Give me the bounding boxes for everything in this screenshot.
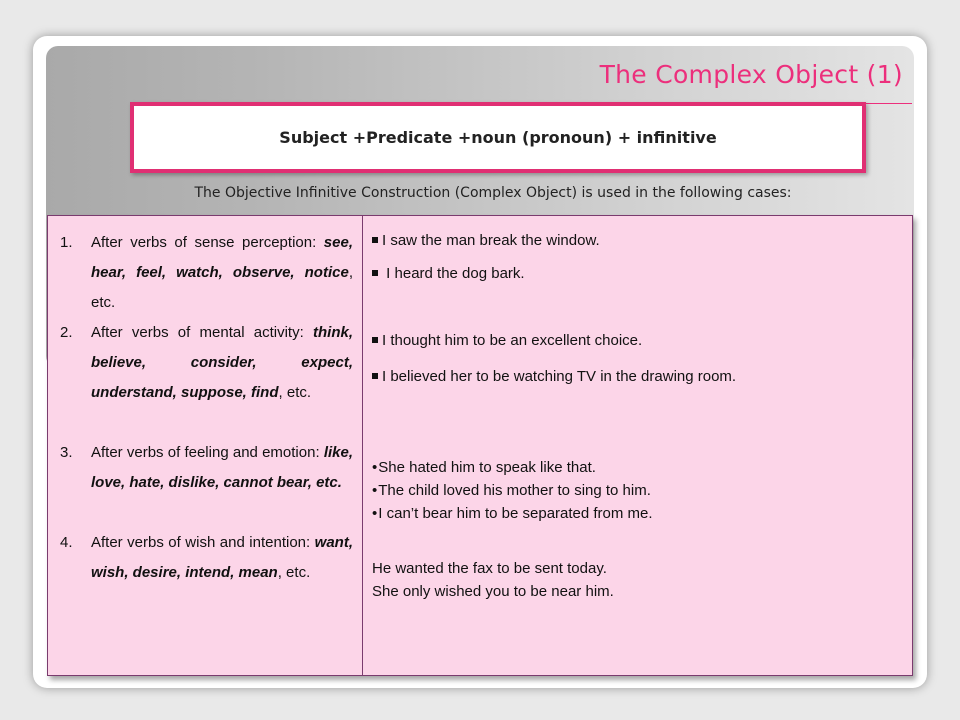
round-bullet-icon: • — [372, 505, 378, 522]
formula-text: Subject +Predicate +noun (pronoun) + infinitive — [279, 128, 717, 147]
case-number: 4. — [60, 534, 73, 551]
case-item — [60, 528, 353, 618]
round-bullet-icon: • — [372, 482, 378, 499]
case-item — [60, 438, 353, 528]
square-bullet-icon — [372, 237, 378, 243]
cases-column — [60, 228, 353, 618]
usage-table — [47, 215, 913, 676]
example-sentence: I saw the man break the window. — [372, 232, 600, 249]
example-sentence: I believed her to be watching TV in the drawing room. — [372, 368, 736, 385]
example-sentence: •The child loved his mother to sing to him. — [372, 482, 651, 499]
case-item — [60, 228, 353, 318]
column-divider — [362, 216, 363, 675]
case-number: 2. — [60, 324, 73, 341]
case-text: After verbs of wish and intention: want, wish, desire, intend, mean, etc. — [91, 534, 353, 581]
case-number: 3. — [60, 444, 73, 461]
square-bullet-icon — [372, 373, 378, 379]
formula-box — [130, 102, 866, 173]
case-text: After verbs of mental activity: think, believe, consider, expect, understand, suppose, find, etc. — [91, 324, 353, 401]
round-bullet-icon: • — [372, 459, 378, 476]
example-sentence: She only wished you to be near him. — [372, 583, 614, 600]
example-sentence: I thought him to be an excellent choice. — [372, 332, 642, 349]
example-sentence: I heard the dog bark. — [372, 265, 525, 282]
case-number: 1. — [60, 234, 73, 251]
example-sentence: He wanted the fax to be sent today. — [372, 560, 607, 577]
case-text: After verbs of feeling and emotion: like, love, hate, dislike, cannot bear, etc. — [91, 444, 353, 491]
slide-title: The Complex Object (1) — [599, 60, 903, 89]
case-text: After verbs of sense perception: see, hear, feel, watch, observe, notice, etc. — [91, 234, 353, 311]
square-bullet-icon — [372, 270, 378, 276]
square-bullet-icon — [372, 337, 378, 343]
example-sentence: •She hated him to speak like that. — [372, 459, 596, 476]
intro-text: The Objective Infinitive Construction (Complex Object) is used in the following cases: — [194, 185, 792, 201]
example-sentence: •I can’t bear him to be separated from me. — [372, 505, 653, 522]
case-item — [60, 318, 353, 438]
